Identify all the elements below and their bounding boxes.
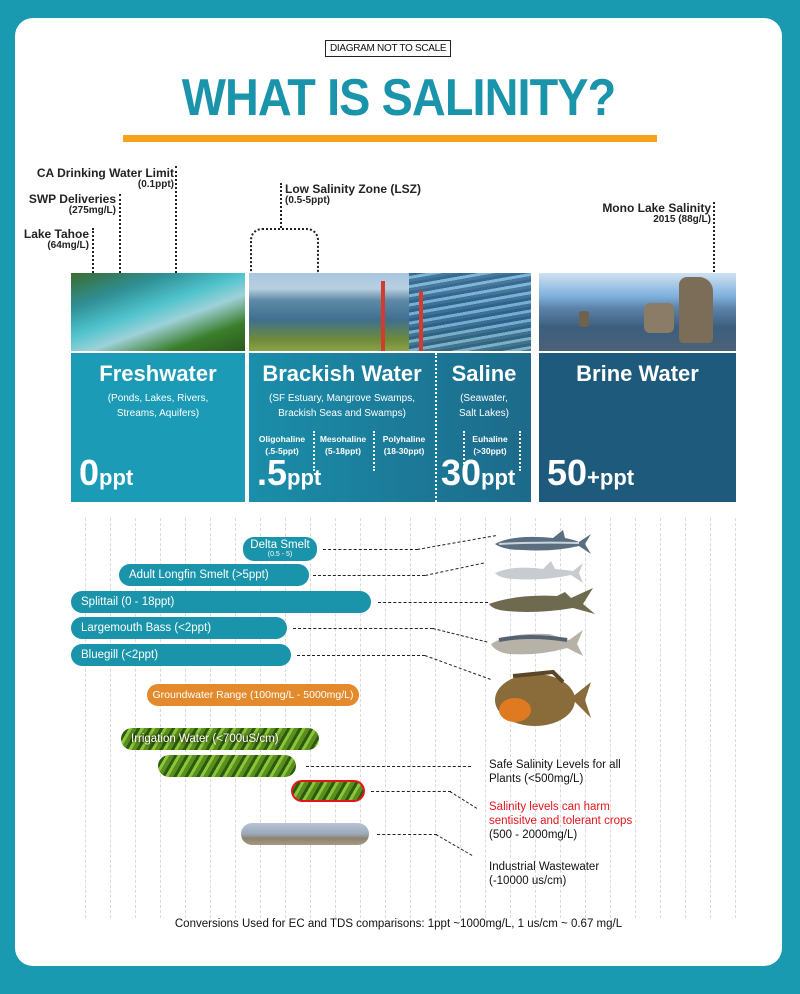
safe-crops-bar bbox=[158, 755, 296, 777]
largemouth-bass-fish-icon bbox=[489, 626, 585, 660]
connector-line bbox=[313, 575, 425, 576]
delta-smelt-fish-icon bbox=[493, 528, 593, 556]
lake-tahoe-photo bbox=[71, 273, 245, 351]
marker-ca-drinking-water: CA Drinking Water Limit (0.1ppt) bbox=[36, 166, 174, 190]
industrial-wastewater-bar bbox=[241, 823, 369, 845]
bluegill-fish-icon bbox=[493, 668, 593, 730]
longfin-smelt-fish-icon bbox=[493, 557, 585, 585]
mono-lake-tufa-photo bbox=[539, 273, 736, 351]
connector-line bbox=[436, 834, 473, 856]
lsz-bracket bbox=[250, 228, 319, 275]
safe-salinity-note: Safe Salinity Levels for all Plants (<500mg/L) bbox=[489, 759, 621, 785]
marker-line bbox=[175, 166, 177, 273]
subzone-divider bbox=[519, 431, 521, 471]
harm-crops-bar bbox=[291, 780, 365, 802]
marker-line bbox=[92, 228, 94, 273]
subzone-mesohaline: Mesohaline (5-18ppt) bbox=[319, 434, 367, 456]
marker-line bbox=[280, 183, 282, 228]
connector-line bbox=[371, 791, 451, 792]
page-title: WHAT IS SALINITY? bbox=[181, 69, 616, 127]
connector-line bbox=[425, 563, 484, 576]
connector-line bbox=[293, 628, 433, 629]
zone-brackish: Brackish Water (SF Estuary, Mangrove Swamps, Brackish Seas and Swamps) Oligohaline (.5-5ppt) Mesohaline (5-18ppt) Polyhaline (18-30ppt) .5ppt Saline (Seawater, Salt Lakes) Euhaline (>30ppt) 30ppt bbox=[249, 353, 531, 502]
irrigation-water-bar: Irrigation Water (<700uS/cm) bbox=[121, 728, 319, 750]
species-adult-longfin-smelt: Adult Longfin Smelt (>5ppt) bbox=[119, 564, 309, 586]
splittail-fish-icon bbox=[487, 586, 597, 616]
connector-line bbox=[323, 549, 418, 550]
connector-line bbox=[378, 602, 488, 603]
connector-line bbox=[306, 766, 471, 767]
subzone-euhaline: Euhaline (>30ppt) bbox=[472, 434, 508, 456]
connector-line bbox=[297, 655, 425, 656]
subzone-oligohaline: Oligohaline (.5-5ppt) bbox=[258, 434, 306, 456]
harm-salinity-note: Salinity levels can harm sentisitve and tolerant crops (500 - 2000mg/L) bbox=[489, 801, 633, 841]
marker-low-salinity-zone: Low Salinity Zone (LSZ) (0.5-5ppt) bbox=[285, 182, 421, 206]
species-largemouth-bass: Largemouth Bass (<2ppt) bbox=[71, 617, 287, 639]
marker-lake-tahoe: Lake Tahoe (64mg/L) bbox=[23, 227, 89, 251]
infographic-card bbox=[15, 18, 782, 966]
connector-line bbox=[377, 834, 437, 835]
sf-bay-golden-gate-photo bbox=[249, 273, 531, 351]
species-delta-smelt: Delta Smelt (0.5 - 5) bbox=[243, 537, 317, 561]
groundwater-range-bar: Groundwater Range (100mg/L - 5000mg/L) bbox=[147, 684, 359, 706]
marker-line bbox=[119, 194, 121, 273]
conversion-footnote: Conversions Used for EC and TDS comparisons: 1ppt ~1000mg/L, 1 us/cm ~ 0.67 mg/L bbox=[174, 918, 623, 930]
zone-freshwater: Freshwater (Ponds, Lakes, Rivers, Streams, Aquifers) 0ppt bbox=[71, 353, 245, 502]
subzone-polyhaline: Polyhaline (18-30ppt) bbox=[382, 434, 426, 456]
species-bluegill: Bluegill (<2ppt) bbox=[71, 644, 291, 666]
zone-brine: Brine Water 50+ppt bbox=[539, 353, 736, 502]
species-splittail: Splittail (0 - 18ppt) bbox=[71, 591, 371, 613]
not-to-scale-badge: DIAGRAM NOT TO SCALE bbox=[325, 40, 451, 57]
industrial-wastewater-note: Industrial Wastewater (-10000 us/cm) bbox=[489, 861, 600, 887]
marker-mono-lake: Mono Lake Salinity 2015 (88g/L) bbox=[602, 201, 711, 225]
title-underline bbox=[123, 135, 657, 142]
marker-swp-deliveries: SWP Deliveries (275mg/L) bbox=[28, 192, 116, 216]
connector-line bbox=[449, 791, 477, 809]
